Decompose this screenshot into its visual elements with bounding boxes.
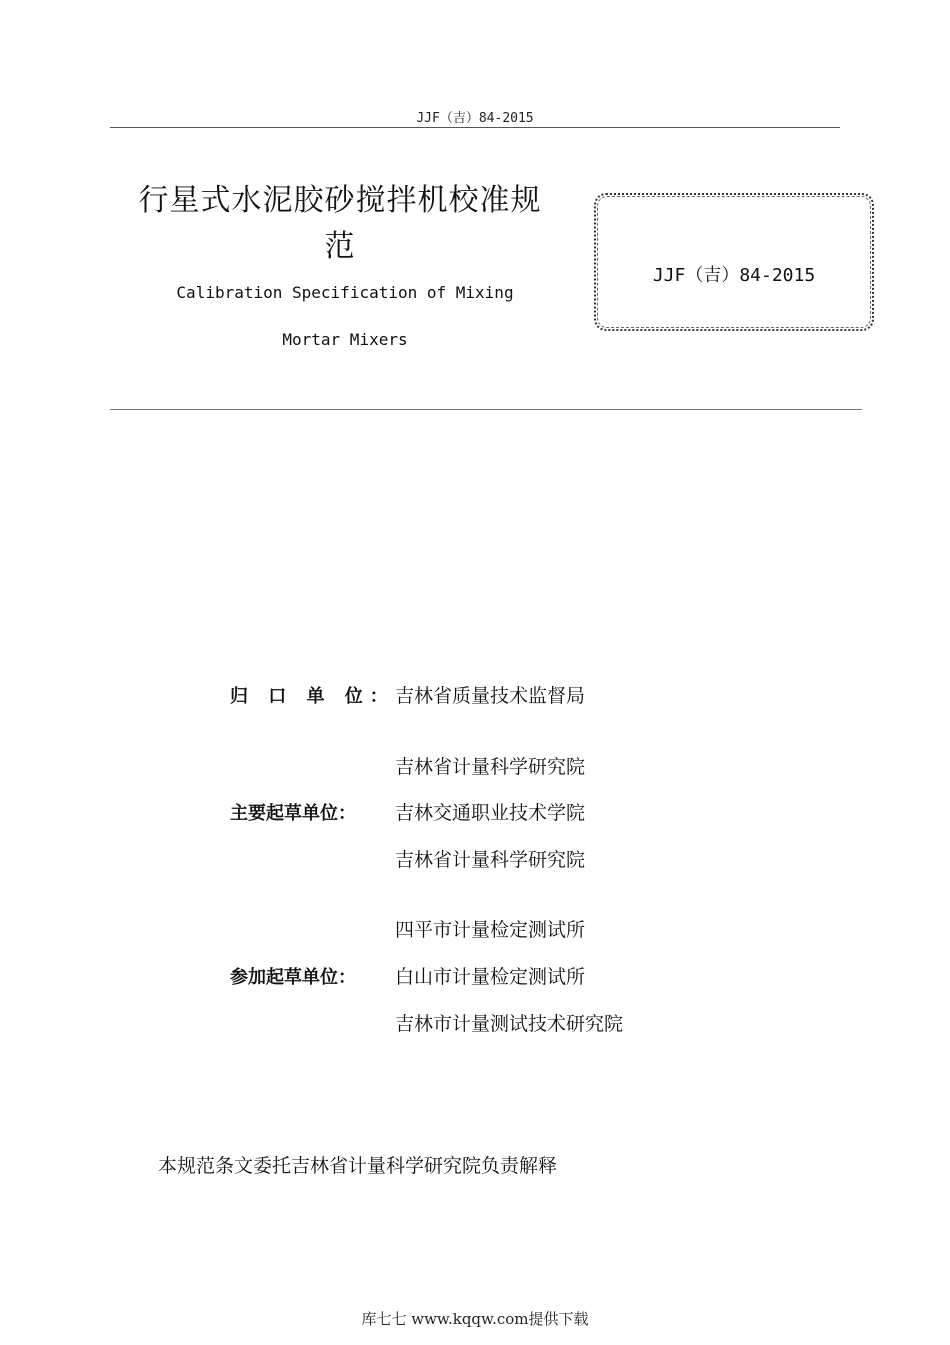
interpretation-note: 本规范条文委托吉林省计量科学研究院负责解释 <box>158 1155 558 1177</box>
participating-unit-3: 吉林市计量测试技术研究院 <box>395 1013 624 1035</box>
main-drafting-unit-3: 吉林省计量科学研究院 <box>395 849 586 871</box>
document-title-cn <box>115 178 565 270</box>
header-standard-code: JJF（吉）84-2015 <box>416 111 534 126</box>
main-drafting-unit-1: 吉林省计量科学研究院 <box>395 756 586 778</box>
participating-unit-1: 四平市计量检定测试所 <box>395 919 586 941</box>
title-separator-rule <box>110 409 862 410</box>
title-en-line-2: Mortar Mixers <box>282 330 408 349</box>
title-cn-line-2: 范 <box>324 229 356 264</box>
title-cn-line-1: 行星式水泥胶砂搅拌机校准规 <box>138 183 542 218</box>
header-rule <box>110 127 840 128</box>
download-footer: 库七七 www.kqqw.com提供下载 <box>361 1310 589 1328</box>
responsible-unit-label: 归 口 单 位： <box>230 686 395 707</box>
main-drafting-unit-2: 吉林交通职业技术学院 <box>395 802 586 824</box>
standard-code-stamp: JJF（吉）84-2015 <box>652 265 816 286</box>
participating-unit-2: 白山市计量检定测试所 <box>395 966 586 988</box>
title-en-line-1: Calibration Specification of Mixing <box>176 283 514 302</box>
main-drafting-unit-label: 主要起草单位： <box>230 803 356 824</box>
responsible-unit-value: 吉林省质量技术监督局 <box>395 685 586 707</box>
participating-unit-label: 参加起草单位： <box>230 967 356 988</box>
